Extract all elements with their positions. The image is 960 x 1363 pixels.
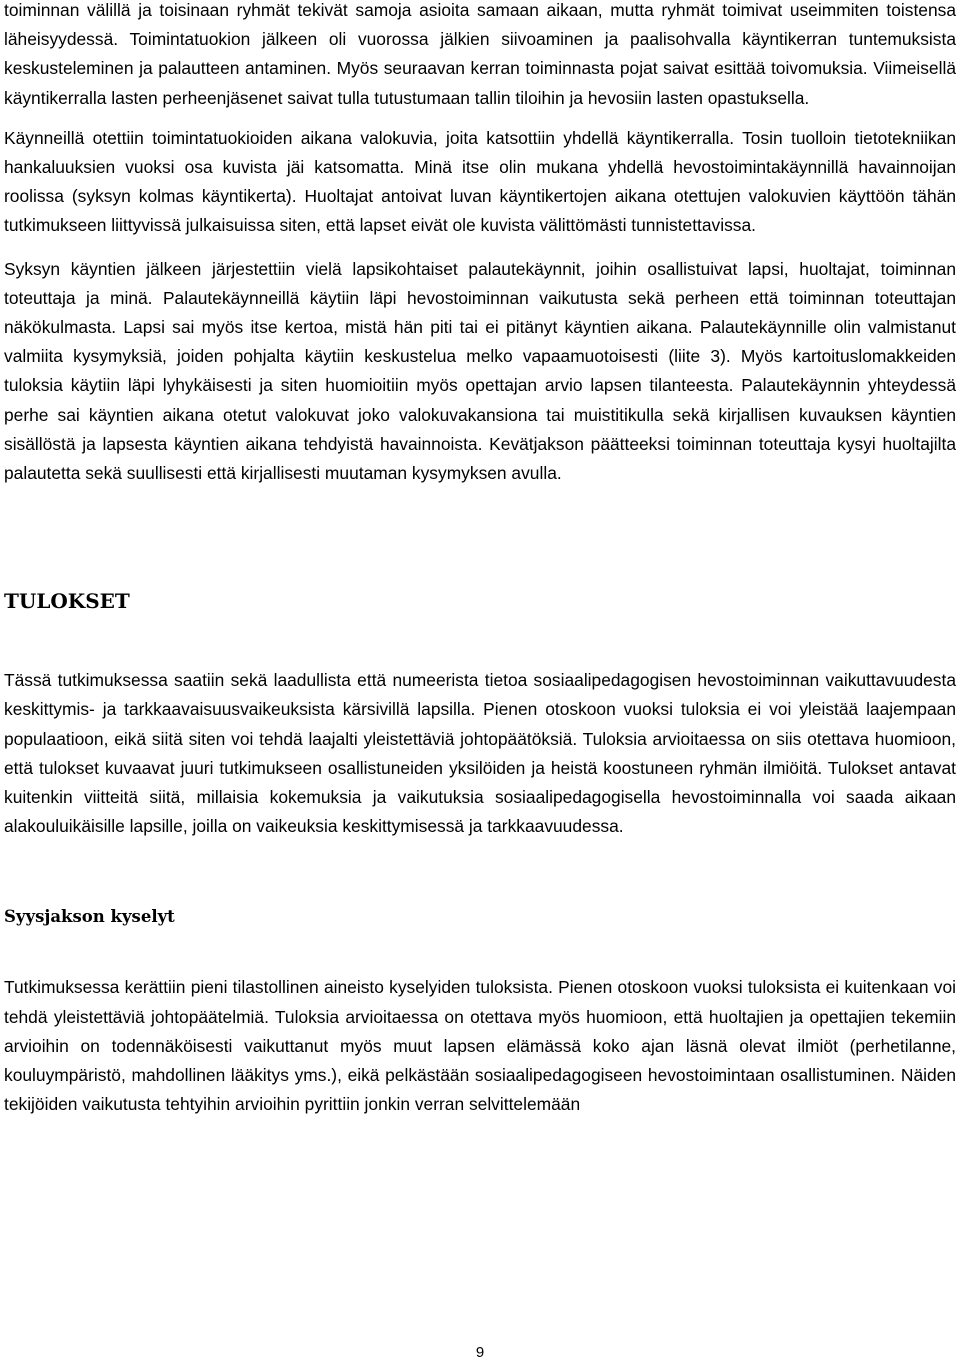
body-paragraph: toiminnan välillä ja toisinaan ryhmät tekivät samoja asioita samaan aikaan, mutta ryhmät toimivat useimmiten toistensa läheisyydessä. Toimintatuokion jälkeen oli vuorossa jälkien siivoaminen ja paalisohvalla käyntikerran tuntemuksista keskusteleminen ja palautteen antaminen. Myös seuraavan kerran toiminnasta pojat saivat esittää toivomuksia. Viimeisellä käyntikerralla lasten perheenjäsenet saivat tulla tutustumaan tallin tiloihin ja hevosiin lasten opastuksella. (4, 0, 956, 108)
body-paragraph: Tässä tutkimuksessa saatiin sekä laadullista että numeerista tietoa sosiaalipedagogisen hevostoiminnan vaikuttavuudesta keskittymis- ja tarkkaavaisuusvaikeuksista kärsivillä lapsilla. Pienen otoskoon vuoksi tuloksia ei voi yleistää laajempaan populaatioon, eikä siitä siten voi tehdä laajalti yleistettäviä johtopäätöksiä. Tuloksia arvioitaessa on siis otettava huomioon, että tulokset kuvaavat juuri tutkimukseen osallistuneiden yksilöiden ja heistä koostuneen ryhmän ilmiöitä. Tulokset antavat kuitenkin viitteitä siitä, millaisia kokemuksia ja vaikutuksia sosiaalipedagogisella hevostoiminnalla voi saada aikaan alakouluikäisille lapsille, joilla on vaikeuksia keskittymisessä ja tarkkaavuudessa. (4, 670, 956, 837)
subsection-heading-autumn-surveys: Syysjakson kyselyt (4, 907, 175, 927)
body-paragraph: Käynneillä otettiin toimintatuokioiden aikana valokuvia, joita katsottiin yhdellä käyntikerralla. Tosin tuolloin tietotekniikan hankaluuksien vuoksi osa kuvista jäi katsomatta. Minä itse olin mukana yhdellä hevostoimintakäynnillä havainnoijan roolissa (syksyn kolmas käyntikerta). Huoltajat antoivat luvan käyntikertojen aikana otettujen valokuvien käyttöön tähän tutkimukseen liittyvissä julkaisuissa siten, että lapset eivät ole kuvista välittömästi tunnistettavissa. (4, 127, 956, 236)
document-page (4, 0, 956, 1119)
page-number: 9 (475, 1344, 485, 1361)
section-heading-results: TULOKSET (4, 589, 130, 614)
body-paragraph: Syksyn käyntien jälkeen järjestettiin vielä lapsikohtaiset palautekäynnit, joihin osallistuivat lapsi, huoltajat, toiminnan toteuttaja ja minä. Palautekäynneillä käytiin läpi hevostoiminnan vaikutusta sekä perheen että toiminnan toteuttajan näkökulmasta. Lapsi sai myös itse kertoa, mistä hän piti tai ei pitänyt käyntien aikana. Palautekäynnille olin valmistanut valmiita kysymyksiä, joiden pohjalta käytiin keskustelua melko vapaamuotoisesti (liite 3). Myös kartoituslomakkeiden tuloksia käytiin läpi lyhykäisesti ja siten huomioitiin myös opettajan arvio lapsen tilanteesta. Palautekäynnin yhteydessä perhe sai käyntien aikana otetut valokuvat joko valokuvakansiona tai muistitikulla sekä kirjallisen kuvauksen käyntien sisällöstä ja lapsesta käyntien aikana tehdyistä havainnoista. Kevätjakson päätteeksi toiminnan toteuttaja kysyi huoltajilta palautetta sekä suullisesti että kirjallisesti muutaman kysymyksen avulla. (4, 258, 956, 484)
body-paragraph: Tutkimuksessa kerättiin pieni tilastollinen aineisto kyselyiden tuloksista. Pienen otoskoon vuoksi tuloksista ei kuitenkaan voi tehdä yleistettäviä johtopäätelmiä. Tuloksia arvioitaessa on otettava myös huomioon, että huoltajien ja opettajien tekemiin arvioihin on todennäköisesti vaikuttanut myös muut lapsen elämässä koko ajan läsnä olevat ilmiöt (perhetilanne, kouluympäristö, mahdollinen lääkitys yms.), eikä pelkästään sosiaalipedagogiseen hevostoimintaan osallistuminen. Näiden tekijöiden vaikutusta tehtyihin arvioihin pyrittiin jonkin verran selvittelemään (4, 977, 956, 1115)
